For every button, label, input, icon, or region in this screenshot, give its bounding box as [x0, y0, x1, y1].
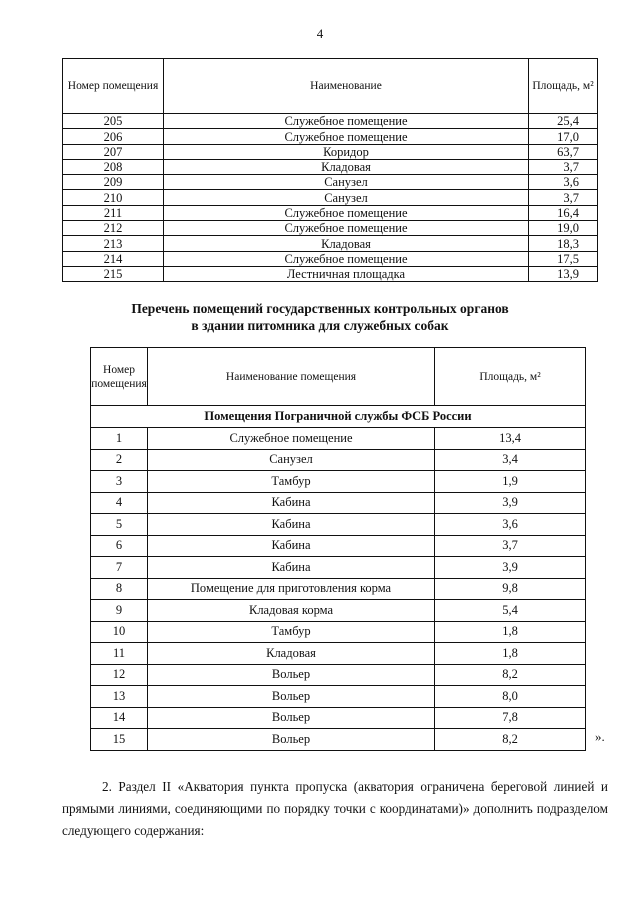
- table-row: [91, 686, 586, 708]
- cell-name: Вольер: [148, 707, 435, 729]
- section-title-line-2: в здании питомника для служебных собак: [191, 318, 449, 333]
- table-row: [63, 114, 598, 129]
- table-row: [63, 144, 598, 159]
- table-row: [91, 492, 586, 514]
- cell-number: 6: [91, 535, 148, 557]
- closing-quote: ».: [595, 729, 605, 744]
- header-number: Номер помещения: [63, 59, 164, 114]
- cell-name: Вольер: [148, 664, 435, 686]
- header-area: Площадь, м²: [529, 59, 598, 114]
- cell-number: 1: [91, 428, 148, 450]
- cell-area: 8,0: [435, 686, 586, 708]
- cell-number: 9: [91, 600, 148, 622]
- table-row: [63, 221, 598, 236]
- group-title: Помещения Пограничной службы ФСБ России: [91, 406, 586, 428]
- cell-name: Кабина: [148, 492, 435, 514]
- cell-area: 16,4: [529, 205, 598, 220]
- cell-number: 214: [63, 251, 164, 266]
- table-row: [91, 621, 586, 643]
- cell-number: 209: [63, 175, 164, 190]
- table-row: [91, 707, 586, 729]
- table-row: [91, 729, 586, 751]
- cell-number: 208: [63, 159, 164, 174]
- cell-name: Санузел: [164, 175, 529, 190]
- cell-name: Помещение для приготовления корма: [148, 578, 435, 600]
- table-row: [91, 664, 586, 686]
- table-row: [91, 449, 586, 471]
- cell-area: 17,0: [529, 129, 598, 144]
- cell-number: 11: [91, 643, 148, 665]
- table-row: [63, 159, 598, 174]
- cell-name: Служебное помещение: [164, 251, 529, 266]
- cell-name: Кладовая корма: [148, 600, 435, 622]
- page-number: 4: [316, 26, 324, 41]
- table-row: [63, 205, 598, 220]
- cell-name: Служебное помещение: [164, 114, 529, 129]
- cell-number: 211: [63, 205, 164, 220]
- cell-number: 213: [63, 236, 164, 251]
- cell-name: Тамбур: [148, 471, 435, 493]
- cell-number: 13: [91, 686, 148, 708]
- cell-name: Тамбур: [148, 621, 435, 643]
- table-row: [91, 471, 586, 493]
- paragraph-text: 2. Раздел II «Акватория пункта пропуска (акватория ограничена береговой линией и прямыми линиями, соединяющими по порядку точки с координатами)» дополнить подразделом следующего содержания:: [62, 779, 608, 838]
- cell-name: Служебное помещение: [164, 221, 529, 236]
- cell-area: 13,9: [529, 266, 598, 281]
- cell-name: Служебное помещение: [164, 129, 529, 144]
- cell-area: 8,2: [435, 729, 586, 751]
- cell-area: 8,2: [435, 664, 586, 686]
- cell-area: 1,8: [435, 621, 586, 643]
- cell-area: 1,9: [435, 471, 586, 493]
- cell-area: 3,7: [529, 190, 598, 205]
- cell-area: 25,4: [529, 114, 598, 129]
- cell-number: 215: [63, 266, 164, 281]
- rooms-table-2: [90, 347, 586, 751]
- header-area: Площадь, м²: [435, 348, 586, 406]
- cell-name: Служебное помещение: [148, 428, 435, 450]
- cell-name: Кладовая: [164, 159, 529, 174]
- cell-name: Вольер: [148, 729, 435, 751]
- cell-name: Коридор: [164, 144, 529, 159]
- cell-area: 9,8: [435, 578, 586, 600]
- table-row: [91, 514, 586, 536]
- cell-area: 3,4: [435, 449, 586, 471]
- cell-number: 10: [91, 621, 148, 643]
- cell-area: 13,4: [435, 428, 586, 450]
- cell-name: Кабина: [148, 557, 435, 579]
- cell-area: 5,4: [435, 600, 586, 622]
- cell-number: 207: [63, 144, 164, 159]
- cell-number: 205: [63, 114, 164, 129]
- cell-number: 206: [63, 129, 164, 144]
- cell-area: 18,3: [529, 236, 598, 251]
- table-row: [63, 236, 598, 251]
- cell-number: 12: [91, 664, 148, 686]
- cell-area: 3,7: [529, 159, 598, 174]
- cell-number: 7: [91, 557, 148, 579]
- table-row: [91, 643, 586, 665]
- table-row: [91, 600, 586, 622]
- cell-number: 5: [91, 514, 148, 536]
- cell-area: 3,6: [529, 175, 598, 190]
- cell-name: Санузел: [164, 190, 529, 205]
- table-row: [91, 578, 586, 600]
- cell-name: Кабина: [148, 535, 435, 557]
- table-row: [63, 190, 598, 205]
- table-header-row: [91, 348, 586, 406]
- cell-number: 15: [91, 729, 148, 751]
- table-row: [91, 535, 586, 557]
- cell-number: 210: [63, 190, 164, 205]
- table-row: [63, 266, 598, 281]
- cell-area: 7,8: [435, 707, 586, 729]
- table-row: [91, 428, 586, 450]
- cell-name: Лестничная площадка: [164, 266, 529, 281]
- cell-number: 8: [91, 578, 148, 600]
- table-row: [91, 557, 586, 579]
- cell-name: Санузел: [148, 449, 435, 471]
- cell-name: Вольер: [148, 686, 435, 708]
- cell-area: 3,9: [435, 557, 586, 579]
- cell-name: Кладовая: [164, 236, 529, 251]
- table-group-row: [91, 406, 586, 428]
- table-row: [63, 251, 598, 266]
- cell-area: 1,8: [435, 643, 586, 665]
- cell-number: 2: [91, 449, 148, 471]
- rooms-table-1: [62, 58, 598, 282]
- section-title-line-1: Перечень помещений государственных контрольных органов: [131, 301, 509, 316]
- header-number: Номер помещения: [91, 348, 148, 406]
- cell-name: Кабина: [148, 514, 435, 536]
- cell-number: 14: [91, 707, 148, 729]
- table-row: [63, 175, 598, 190]
- cell-area: 3,6: [435, 514, 586, 536]
- body-paragraph: [62, 776, 608, 842]
- cell-area: 19,0: [529, 221, 598, 236]
- header-name: Наименование: [164, 59, 529, 114]
- table-row: [63, 129, 598, 144]
- cell-name: Служебное помещение: [164, 205, 529, 220]
- table-header-row: [63, 59, 598, 114]
- cell-name: Кладовая: [148, 643, 435, 665]
- cell-area: 63,7: [529, 144, 598, 159]
- cell-number: 3: [91, 471, 148, 493]
- cell-area: 17,5: [529, 251, 598, 266]
- cell-number: 4: [91, 492, 148, 514]
- cell-number: 212: [63, 221, 164, 236]
- cell-area: 3,7: [435, 535, 586, 557]
- cell-area: 3,9: [435, 492, 586, 514]
- header-name: Наименование помещения: [148, 348, 435, 406]
